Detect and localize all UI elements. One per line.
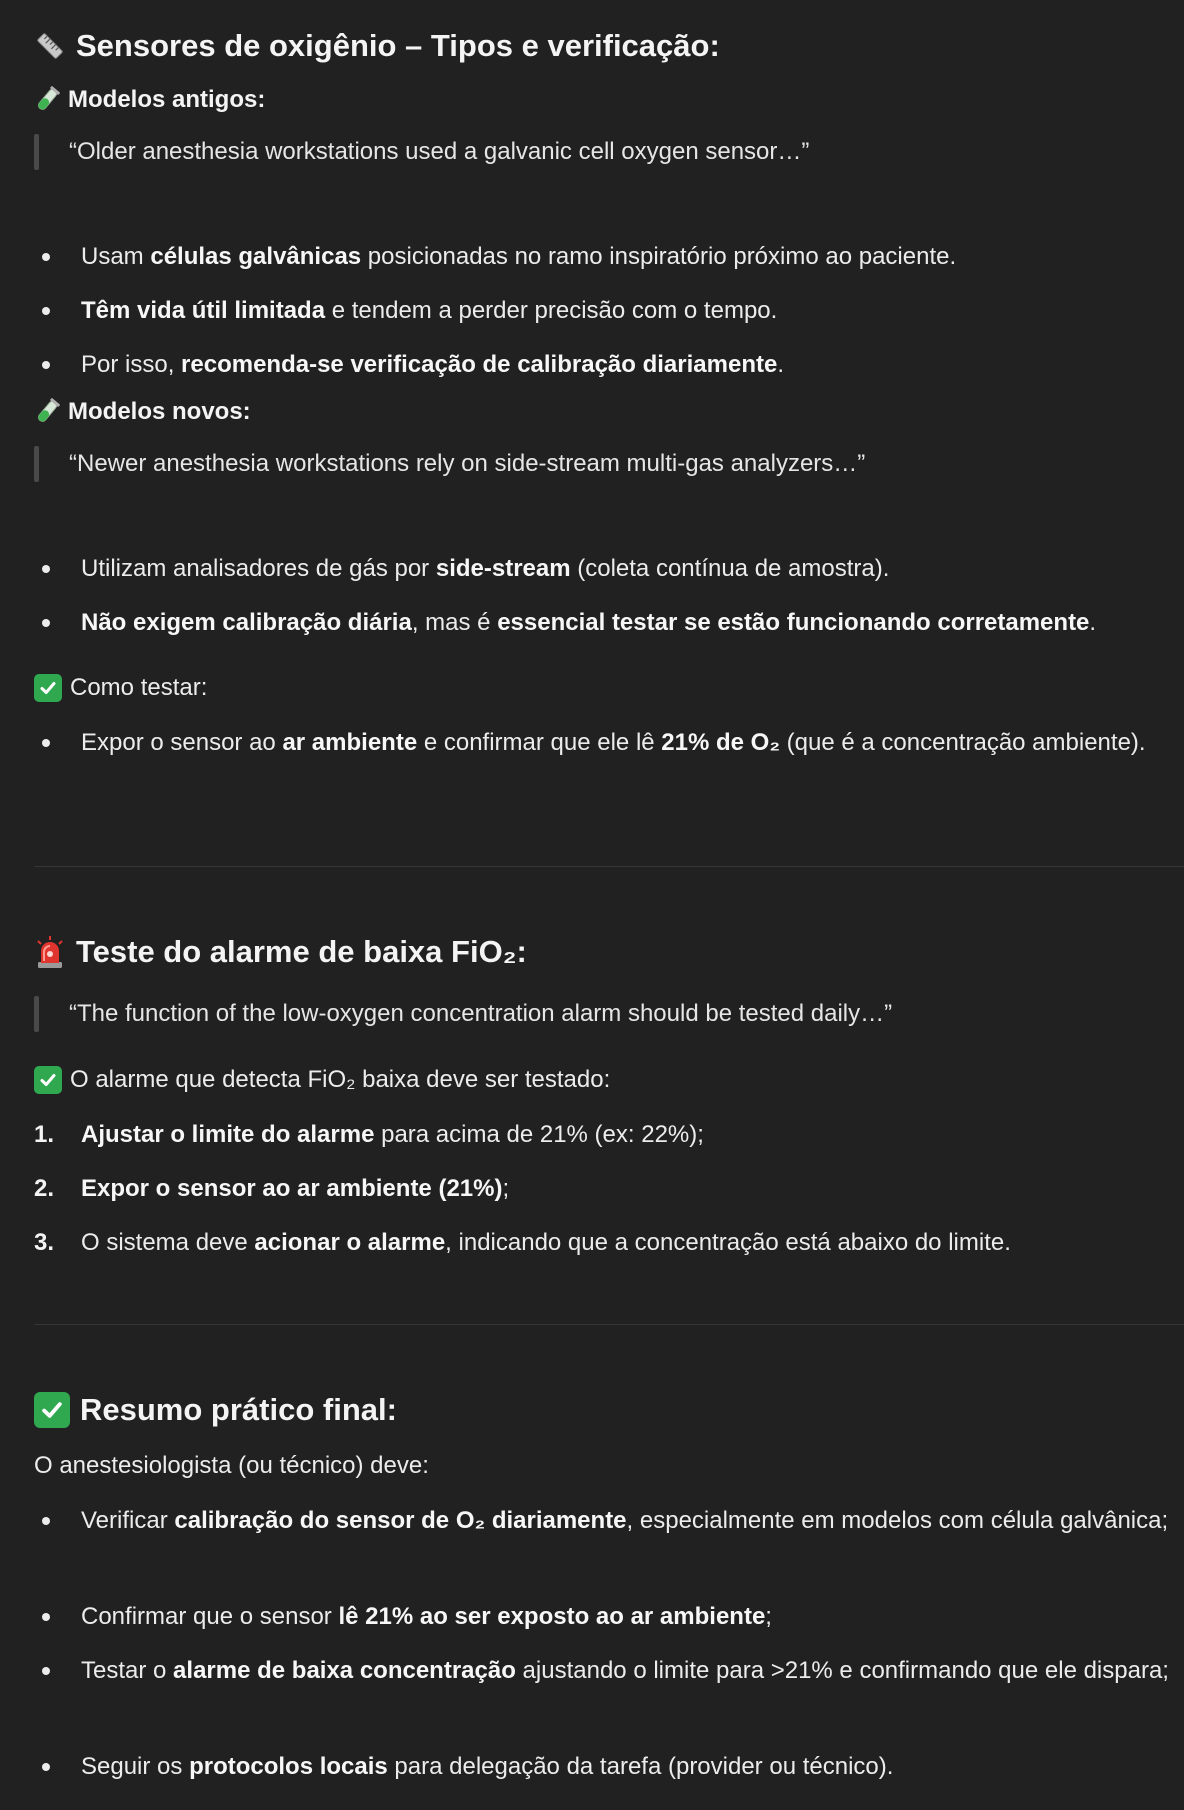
check-mark-icon (34, 1392, 70, 1428)
siren-icon (34, 935, 66, 969)
bullet-dot (42, 739, 50, 747)
list-item: Têm vida útil limitada e tendem a perder precisão com o tempo. (34, 290, 1174, 332)
list-item: Utilizam analisadores de gás por side-stream (coleta contínua de amostra). (34, 548, 1174, 590)
summary-intro-text: O anestesiologista (ou técnico) deve: (34, 1452, 429, 1479)
blockquote-new-models (34, 446, 865, 482)
quote-text: “Older anesthesia workstations used a galvanic cell oxygen sensor…” (69, 138, 810, 165)
list-item: Confirmar que o sensor lê 21% ao ser exposto ao ar ambiente; (34, 1596, 1174, 1638)
ruler-icon (34, 30, 66, 62)
subheading-label: Modelos novos: (68, 398, 251, 425)
list-item: Por isso, recomenda-se verificação de calibração diariamente. (34, 344, 1174, 386)
bullet-dot (42, 307, 50, 315)
quote-bar (34, 446, 39, 482)
quote-text: “Newer anesthesia workstations rely on side-stream multi-gas analyzers…” (69, 450, 866, 477)
subheading-new-models (34, 398, 251, 426)
alarm-intro (34, 1066, 610, 1094)
list-item: Não exigem calibração diária, mas é essencial testar se estão funcionando corretamente. (34, 602, 1174, 644)
test-tube-icon (34, 86, 60, 114)
subheading-old-models (34, 86, 265, 114)
section-title: Resumo prático final: (80, 1392, 397, 1427)
divider (34, 866, 1184, 867)
section-heading-alarm (34, 934, 527, 970)
numbered-step: 3. O sistema deve acionar o alarme, indicando que a concentração está abaixo do limite. (34, 1229, 1011, 1256)
quote-bar (34, 134, 39, 170)
list-item: Seguir os protocolos locais para delegação da tarefa (provider ou técnico). (34, 1746, 1174, 1788)
section-heading-sensors (34, 28, 720, 64)
blockquote-alarm (34, 996, 892, 1032)
how-to-test-text: Como testar: (70, 674, 208, 701)
test-tube-icon (34, 398, 60, 426)
bullet-dot (42, 1763, 50, 1771)
list-item: Verificar calibração do sensor de O₂ diariamente, especialmente em modelos com célula galvânica; (34, 1500, 1174, 1542)
bullet-dot (42, 565, 50, 573)
bullet-dot (42, 1613, 50, 1621)
bullet-dot (42, 619, 50, 627)
bullet-dot (42, 253, 50, 261)
alarm-intro-text: O alarme que detecta FiO₂ baixa deve ser testado: (70, 1066, 611, 1093)
list-item: Expor o sensor ao ar ambiente e confirmar que ele lê 21% de O₂ (que é a concentração ambiente). (34, 722, 1174, 764)
bullet-dot (42, 361, 50, 369)
bullet-dot (42, 1667, 50, 1675)
quote-bar (34, 996, 39, 1032)
check-mark-icon (34, 674, 62, 702)
numbered-step: 2. Expor o sensor ao ar ambiente (21%); (34, 1175, 510, 1202)
section-title: Sensores de oxigênio – Tipos e verificação: (76, 28, 720, 63)
list-item: Usam células galvânicas posicionadas no ramo inspiratório próximo ao paciente. (34, 236, 1174, 278)
divider (34, 1324, 1184, 1325)
subheading-label: Modelos antigos: (68, 86, 266, 113)
numbered-step: 1. Ajustar o limite do alarme para acima de 21% (ex: 22%); (34, 1121, 704, 1148)
bullet-dot (42, 1517, 50, 1525)
blockquote-old-models (34, 134, 809, 170)
quote-text: “The function of the low-oxygen concentration alarm should be tested daily…” (69, 1000, 893, 1027)
list-item: Testar o alarme de baixa concentração ajustando o limite para >21% e confirmando que ele dispara; (34, 1650, 1174, 1692)
section-title: Teste do alarme de baixa FiO₂: (76, 934, 527, 969)
check-mark-icon (34, 1066, 62, 1094)
how-to-test-label (34, 674, 207, 702)
section-heading-summary (34, 1392, 397, 1428)
summary-intro (34, 1452, 429, 1480)
